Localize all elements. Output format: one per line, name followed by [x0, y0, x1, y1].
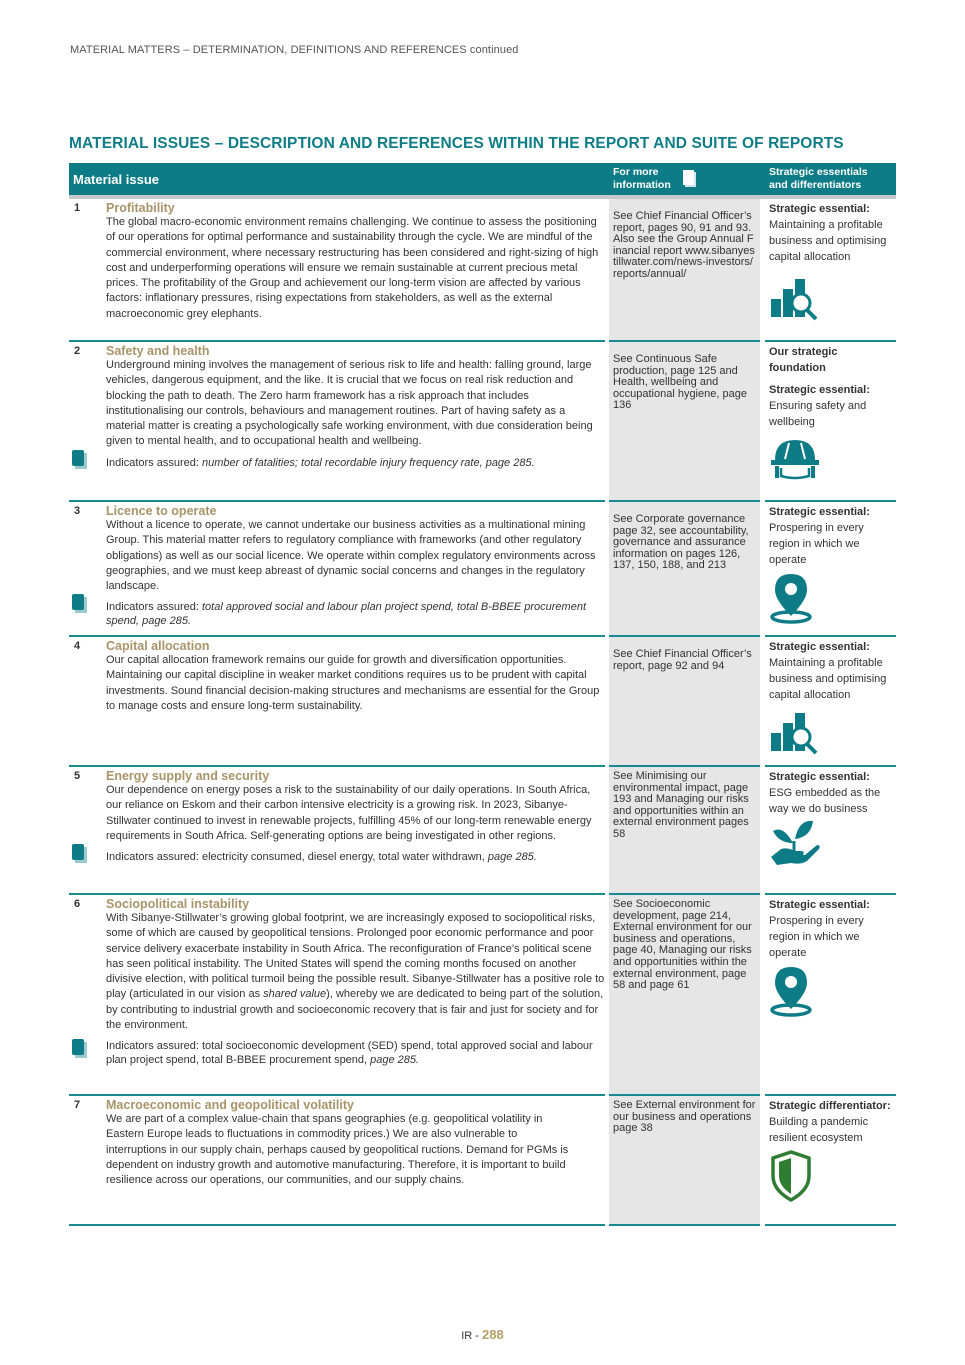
table-row — [69, 342, 896, 502]
issue-number: 5 — [74, 770, 81, 782]
strategic-label: Strategic essential: — [769, 771, 870, 783]
issue-description: Without a licence to operate, we cannot undertake our business activities as a multinational mining Group. This material matter refers to regulatory compliance with frameworks (and other regulatory obligations) as well as our social licence. We operate within complex regulatory environments across geographies, and we must keep abreast of dynamic social concerns and changes in the regulatory landscape. — [106, 519, 596, 593]
issue-title: Macroeconomic and geopolitical volatility — [106, 1098, 354, 1112]
more-info-cell: See Corporate governance page 32, see accountability, governance and assurance information on pages 126, 137, 150, 188, and 213 — [609, 502, 760, 637]
issue-number: 1 — [74, 202, 81, 214]
issue-title: Energy supply and security — [106, 769, 270, 783]
document-icon — [72, 844, 87, 863]
issue-cell — [69, 199, 605, 342]
strategic-cell — [765, 637, 896, 767]
location-pin-icon — [769, 965, 821, 1017]
section-title: MATERIAL ISSUES – DESCRIPTION AND REFERENCES WITHIN THE REPORT AND SUITE OF REPORTS — [69, 135, 844, 152]
indicators-assured: Indicators assured: number of fatalities; total recordable injury frequency rate, page 285. — [106, 456, 605, 470]
issue-cell — [69, 1096, 605, 1226]
shield-icon — [769, 1150, 821, 1202]
more-info-cell: See Socioeconomic development, page 214, External environment for our business and operations, page 40, Managing our risks and opportunities within the external environment, page 58 and page 61 — [609, 895, 760, 1096]
chart-magnifier-icon — [769, 269, 821, 321]
table-row — [69, 767, 896, 895]
strategic-text: Prospering in every region in which we operate — [769, 915, 864, 959]
page-number: IR - 288 — [461, 1327, 504, 1342]
table-header — [69, 163, 896, 199]
header-material-issue: Material issue — [73, 172, 159, 187]
table-row — [69, 637, 896, 767]
indicators-assured: Indicators assured: total socioeconomic development (SED) spend, total approved social and labour plan project spend, total B-BBEE procurement spend, page 285. — [106, 1039, 605, 1067]
issue-cell — [69, 895, 605, 1096]
more-info-cell: See Chief Financial Officer’s report, page 92 and 94 — [609, 637, 760, 767]
document-icon — [72, 1039, 87, 1058]
issue-number: 4 — [74, 640, 81, 652]
issue-title: Sociopolitical instability — [106, 897, 250, 911]
table-row — [69, 502, 896, 637]
issue-cell — [69, 502, 605, 637]
header-strategic: Strategic essentials and differentiators — [769, 166, 868, 191]
table-row — [69, 199, 896, 342]
strategic-cell — [765, 767, 896, 895]
strategic-text: ESG embedded as the way we do business — [769, 787, 881, 815]
strategic-label: Strategic essential: — [769, 506, 870, 518]
issue-cell — [69, 342, 605, 502]
table-row — [69, 1096, 896, 1226]
indicators-assured: Indicators assured: electricity consumed, diesel energy, total water withdrawn, page 285. — [106, 850, 605, 864]
strategic-cell — [765, 342, 896, 502]
more-info-cell: See Minimising our environmental impact, page 193 and Managing our risks and opportunities within an external environment pages 58 — [609, 767, 760, 895]
strategic-cell — [765, 895, 896, 1096]
strategic-text: Maintaining a profitable business and optimising capital allocation — [769, 657, 887, 701]
issue-description: The global macro-economic environment remains challenging. We continue to assess the positioning of our operations for optimal performance and sustainability through the cycle. We are mindful of the commercial environment, where necessary restructuring has been considered and right-sizing of high cost and underperforming operations will ensure we remain sustainable at current precious metal prices. The profitability of the Group and achievement our long-term vision are affected by various factors: inflationary pressures, rising expectations from stakeholders, as well as the external macroeconomic grey elephants. — [106, 216, 599, 320]
strategic-cell — [765, 199, 896, 342]
strategic-text: Ensuring safety and wellbeing — [769, 400, 867, 428]
issue-cell — [69, 637, 605, 767]
material-issues-table — [69, 163, 896, 1226]
chart-magnifier-icon — [769, 703, 821, 755]
strategic-cell — [765, 1096, 896, 1226]
issue-title: Profitability — [106, 201, 175, 215]
strategic-foundation-label: Our strategic foundation — [769, 346, 838, 374]
strategic-label: Strategic differentiator: — [769, 1100, 891, 1112]
more-info-cell: See Continuous Safe production, page 125 and Health, wellbeing and occupational hygiene, page 136 — [609, 342, 760, 502]
more-info-cell: See Chief Financial Officer’s report, pages 90, 91 and 93. Also see the Group Annual Financial report www.sibanyestillwater.com/news-investors/reports/annual/ — [609, 199, 760, 342]
location-pin-icon — [769, 572, 821, 624]
strategic-label: Strategic essential: — [769, 384, 870, 396]
issue-title: Safety and health — [106, 344, 210, 358]
issue-description: Our dependence on energy poses a risk to the sustainability of our daily operations. In South Africa, our reliance on Eskom and their carbon intensive electricity is a growing risk. In 2023, Sibanye-Stillwater continued to invest in renewable projects, fulfilling 45% of our long-term renewable energy requirements in South Africa. Self-generating options are being investigated in other regions. — [106, 784, 592, 842]
strategic-text: Building a pandemic resilient ecosystem — [769, 1116, 869, 1144]
issue-description: With Sibanye-Stillwater’s growing global footprint, we are increasingly exposed to sociopolitical risks, some of which are caused by geopolitical tensions. Prolonged poor economic performance and poor service delivery exacerbate instability in South Africa. The reconfiguration of France’s political scene has seen political instability. The United States will spend the coming months focused on another divisive election, with political turmoil being the possible result. Sibanye-Stillwater has a positive role to play (articulated in our vision as shared value), whereby we are dedicated to being part of the solution, by contributing to industrial growth and socioeconomic recovery that is fair and just for society and for the environment. — [106, 912, 605, 1032]
issue-description: We are part of a complex value-chain that spans geographies (e.g. geopolitical volatility in Eastern Europe leads to fluctuations in commodity prices.) We are also vulnerable to interruptions in our supply chain, perhaps caused by geopolitical ructions. Demand for PGMs is dependent on industry growth and automotive manufacturing. Therefore, it is important to build resilience across our operations, our communities, and our supply chains. — [106, 1113, 569, 1187]
issue-number: 2 — [74, 345, 81, 357]
issue-title: Licence to operate — [106, 504, 217, 518]
strategic-label: Strategic essential: — [769, 899, 870, 911]
issue-number: 3 — [74, 505, 81, 517]
table-row — [69, 895, 896, 1096]
header-more-info: For more information — [613, 166, 671, 191]
issue-number: 6 — [74, 898, 81, 910]
issue-description: Our capital allocation framework remains our guide for growth and diversification opportunities. Maintaining our capital discipline in weaker market conditions requires us to be prudent with capital investments. Sound financial decision-making structures and mechanisms are essential for the Group to manage costs and ensure long-term sustainability. — [106, 654, 600, 712]
strategic-label: Strategic essential: — [769, 641, 870, 653]
issue-number: 7 — [74, 1099, 81, 1111]
document-icon — [72, 594, 87, 613]
document-icon — [683, 170, 696, 187]
indicators-assured: Indicators assured: total approved social and labour plan project spend, total B-BBEE procurement spend, page 285. — [106, 600, 605, 628]
strategic-text: Prospering in every region in which we operate — [769, 522, 864, 566]
hand-plant-icon — [769, 817, 821, 869]
strategic-label: Strategic essential: — [769, 203, 870, 215]
hard-hat-icon — [769, 434, 821, 486]
issue-cell — [69, 767, 605, 895]
strategic-text: Maintaining a profitable business and optimising capital allocation — [769, 219, 887, 263]
strategic-cell — [765, 502, 896, 637]
issue-description: Underground mining involves the management of serious risk to life and health: falling ground, large vehicles, dangerous equipment, and the like. It is crucial that we focus on real risk reduction and blocking the path to death. The Zero harm framework has a risk approach that includes institutionalising our controls, behaviours and management routines. Part of having safety as a material matter is creating a psychologically safe working environment, with due consideration being given to mental health, and to occupational health and wellbeing. — [106, 359, 593, 448]
document-icon — [72, 450, 87, 469]
more-info-cell: See External environment for our business and operations page 38 — [609, 1096, 760, 1226]
issue-title: Capital allocation — [106, 639, 210, 653]
running-head: MATERIAL MATTERS – DETERMINATION, DEFINITIONS AND REFERENCES continued — [70, 44, 519, 56]
